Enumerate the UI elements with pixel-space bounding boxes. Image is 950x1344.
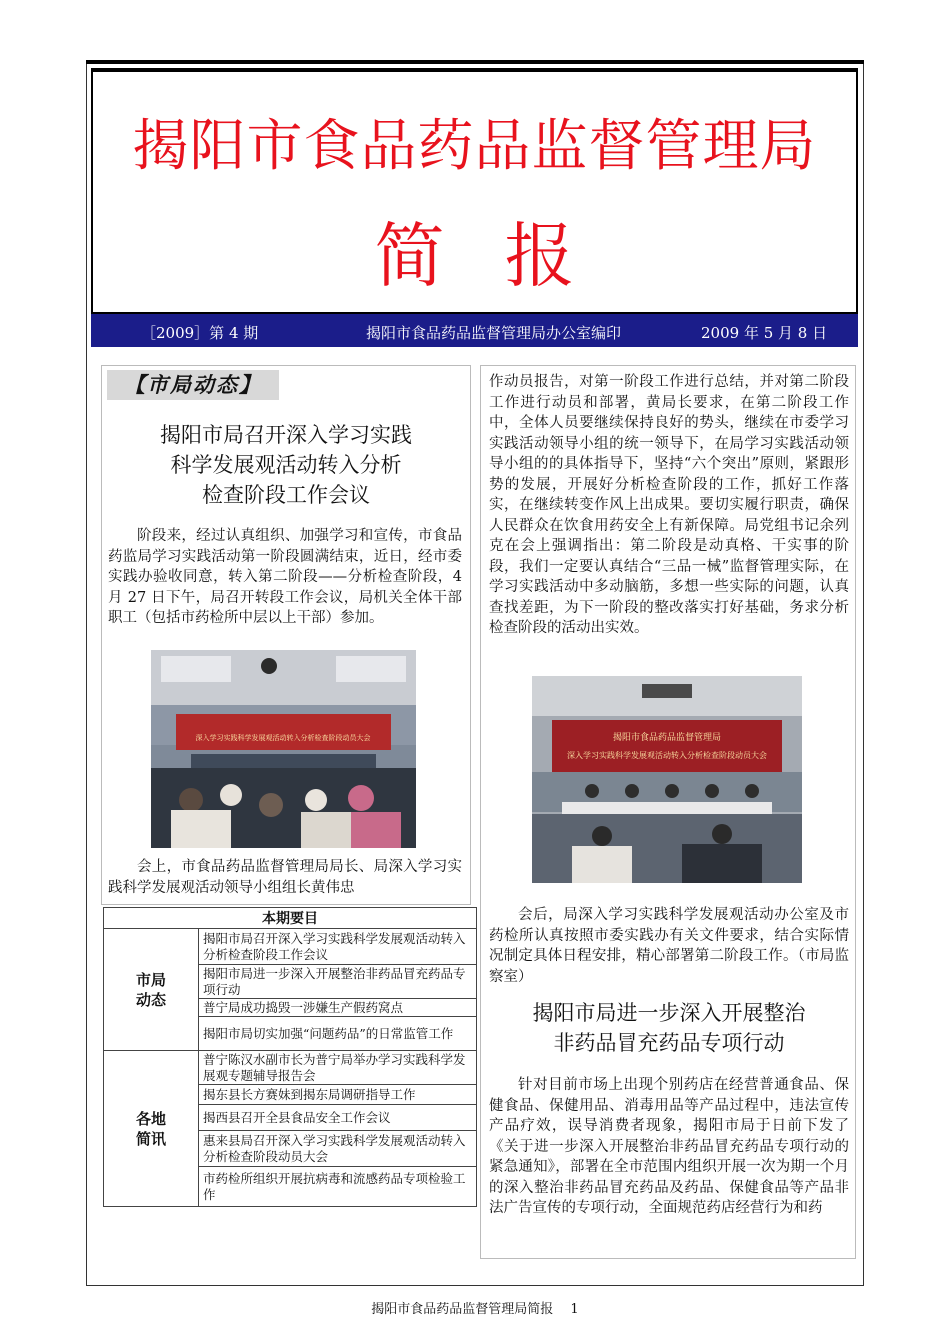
toc-item[interactable]: 揭西县召开全县食品安全工作会议 <box>199 1105 477 1131</box>
issue-date: 2009 年 5 月 8 日 <box>701 324 828 342</box>
toc-group-local <box>104 1051 199 1207</box>
photo1-banner: 深入学习实践科学发展观活动转入分析检查阶段动员大会 <box>195 734 371 742</box>
top-rule <box>86 60 864 64</box>
article1-paragraph-1: 阶段来，经过认真组织、加强学习和宣传，市食品药监局学习实践活动第一阶段圆满结束，近日，经市委实践办验收同意，转入第二阶段——分析检查阶段，4 月 27 日下午，局召开转段工作会议，局机关全体干部职工（包括市药检所中层以上干部）参加。 <box>108 528 462 626</box>
toc-item[interactable]: 普宁陈汉水副市长为普宁局举办学习实践科学发展观专题辅导报告会 <box>199 1051 477 1085</box>
article1-paragraph-4: 会后，局深入学习实践科学发展观活动办公室及市药检所认真按照市委实践办有关文件要求，结合实际情况制定具体日程安排，精心部署第二阶段工作。（市局监察室） <box>489 907 849 985</box>
toc-table <box>103 907 477 1207</box>
article2-headline-line: 揭阳市局进一步深入开展整治 <box>532 1001 806 1025</box>
article1-headline-line: 检查阶段工作会议 <box>202 483 370 507</box>
meeting-photo-1-graphic <box>151 650 416 848</box>
photo2-banner-line1: 揭阳市食品药品监督管理局 <box>612 733 722 743</box>
meeting-photo-2 <box>532 676 802 883</box>
toc-group-label: 各地简讯 <box>135 1109 166 1148</box>
article1-paragraph-3: 作动员报告，对第一阶段工作进行总结，并对第二阶段工作进行动员和部署，黄局长要求，在第二阶段工作中，全体人员要继续保持良好的势头，继续在市委学习实践活动领导小组的统一领导下，在局学习实践活动领导小组的的具体指导下，坚持“六个突出”原则，紧跟形势的发展，开展好分析检查阶段的工作，抓好工作落实，在继续转变作风上出成果。要切实履行职责，确保人民群众在饮食用药安全上有新保障。局党组书记余列克在会上强调指出：第二阶段是动真格、干实事的阶段，我们一定要认真结合“三品一械”监督管理实际，在学习实践活动中多动脑筋，多想一些实际的问题，认真查找差距，为下一阶段的整改落实打好基础，务求分析检查阶段的活动出实效。 <box>489 374 849 636</box>
article1-headline <box>110 420 462 510</box>
toc-group-label: 市局动态 <box>135 970 166 1009</box>
article1-paragraph-2: 会上，市食品药品监督管理局局长、局深入学习实践科学发展观活动领导小组组长黄伟忠 <box>108 859 462 896</box>
photo2-banner-line2: 深入学习实践科学发展观活动转入分析检查阶段动员大会 <box>567 751 767 760</box>
toc-item[interactable]: 市药检所组织开展抗病毒和流感药品专项检验工作 <box>199 1167 477 1207</box>
footer: 揭阳市食品药品监督管理局简报 1 <box>371 1302 579 1317</box>
toc-item[interactable]: 揭阳市局召开深入学习实践科学发展观活动转入分析检查阶段工作会议 <box>199 929 477 965</box>
masthead <box>91 68 858 314</box>
article2-headline <box>489 998 849 1058</box>
toc-item[interactable]: 揭阳市局进一步深入开展整治非药品冒充药品专项行动 <box>199 965 477 999</box>
section-label: 【市局动态】 <box>107 370 279 400</box>
article1-headline-line: 揭阳市局召开深入学习实践 <box>160 423 412 447</box>
toc-title: 本期要目 <box>104 908 477 929</box>
meeting-photo-1 <box>151 650 416 848</box>
article2-headline-line: 非药品冒充药品专项行动 <box>553 1031 785 1055</box>
toc-group-city <box>104 929 199 1051</box>
masthead-subtitle: 简报 <box>374 215 635 297</box>
issue-number: ［2009］第 4 期 <box>141 324 259 342</box>
article1-headline-line: 科学发展观活动转入分析 <box>170 453 402 477</box>
toc-item[interactable]: 揭东县长方赛妹到揭东局调研指导工作 <box>199 1085 477 1105</box>
issue-bar <box>91 314 858 347</box>
meeting-photo-2-graphic <box>532 676 802 883</box>
toc-item[interactable]: 普宁局成功捣毁一涉嫌生产假药窝点 <box>199 999 477 1017</box>
toc-item[interactable]: 揭阳市局切实加强“问题药品”的日常监管工作 <box>199 1017 477 1051</box>
toc-item[interactable]: 惠来县局召开深入学习实践科学发展观活动转入分析检查阶段动员大会 <box>199 1131 477 1167</box>
masthead-title: 揭阳市食品药品监督管理局 <box>132 114 817 179</box>
article2-paragraph-1: 针对目前市场上出现个别药店在经营普通食品、保健食品、保健用品、消毒用品等产品过程中，违法宣传产品疗效，误导消费者现象，揭阳市局于日前下发了《关于进一步深入开展整治非药品冒充药品专项行动的紧急通知》，部署在全市范围内组织开展一次为期一个月的深入整治非药品冒充药品及药品、保健食品等产品非法广告宣传的专项行动，全面规范药店经营行为和药 <box>489 1077 849 1216</box>
publisher: 揭阳市食品药品监督管理局办公室编印 <box>366 324 622 342</box>
